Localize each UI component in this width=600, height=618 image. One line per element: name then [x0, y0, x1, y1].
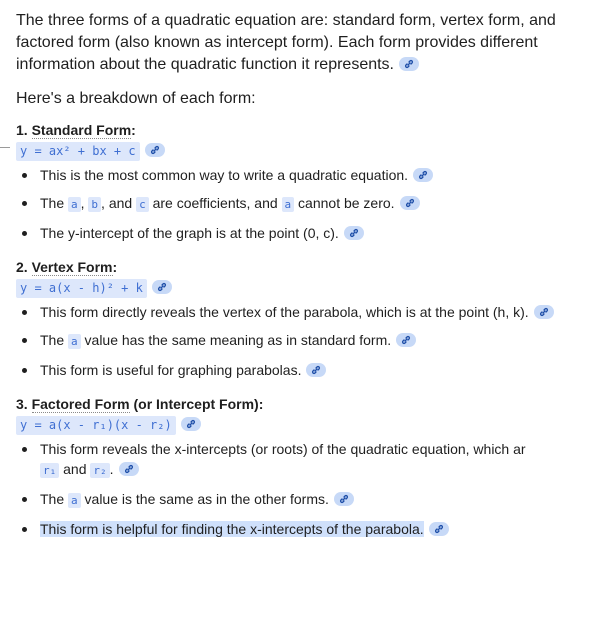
link-icon	[404, 59, 414, 69]
formula-row	[16, 279, 592, 298]
source-link-chip[interactable]	[306, 363, 326, 377]
list-item: The y-intercept of the graph is at the point (0, c).	[16, 223, 592, 243]
link-icon	[186, 419, 196, 429]
list-item: This form reveals the x-intercepts (or roots) of the quadratic equation, which ar r₁ and r₂ .	[16, 439, 592, 481]
formula-row	[16, 416, 592, 435]
section-title: 1. Standard Form:	[16, 122, 136, 138]
inline-code: a	[68, 493, 81, 508]
source-link-chip[interactable]	[429, 522, 449, 536]
list-item: This form directly reveals the vertex of the parabola, which is at the point (h, k).	[16, 302, 592, 322]
link-icon	[539, 307, 549, 317]
source-link-chip[interactable]	[334, 492, 354, 506]
formula-row	[16, 142, 592, 161]
section-vertex-form	[16, 257, 592, 380]
inline-code: a	[68, 334, 81, 349]
section-factored-form	[16, 394, 592, 539]
link-icon	[418, 170, 428, 180]
bullet-list	[16, 439, 592, 539]
gutter-marker	[0, 147, 10, 148]
inline-code: c	[136, 197, 149, 212]
list-item: The a value is the same as in the other forms.	[16, 489, 592, 511]
source-link-chip[interactable]	[400, 196, 420, 210]
source-link-chip[interactable]	[534, 305, 554, 319]
source-link-chip[interactable]	[413, 168, 433, 182]
source-link-chip[interactable]	[152, 280, 172, 294]
list-item	[16, 519, 592, 539]
formula-code: y = ax² + bx + c	[16, 142, 140, 161]
highlighted-text[interactable]: This form is helpful for finding the x-intercepts of the parabola.	[40, 521, 424, 537]
link-icon	[150, 145, 160, 155]
link-icon	[311, 365, 321, 375]
link-icon	[401, 335, 411, 345]
link-icon	[157, 282, 167, 292]
source-link-chip[interactable]	[399, 57, 419, 71]
intro-paragraph: The three forms of a quadratic equation are: standard form, vertex form, and factored form (also known as intercept form). Each form provides different information about the quadratic function it represents.	[16, 12, 556, 73]
list-item: The a value has the same meaning as in standard form.	[16, 330, 592, 352]
section-title-term: Standard Form	[31, 122, 132, 138]
bullet-list	[16, 165, 592, 243]
inline-code: r₂	[90, 463, 109, 478]
link-icon	[124, 464, 134, 474]
source-link-chip[interactable]	[181, 417, 201, 431]
link-icon	[349, 228, 359, 238]
link-icon	[339, 494, 349, 504]
formula-code: y = a(x - r₁)(x - r₂)	[16, 416, 176, 435]
list-item: This form is useful for graphing parabolas.	[16, 360, 592, 380]
source-link-chip[interactable]	[119, 462, 139, 476]
list-item: This is the most common way to write a quadratic equation.	[16, 165, 592, 185]
link-icon	[405, 198, 415, 208]
source-link-chip[interactable]	[396, 333, 416, 347]
bullet-list	[16, 302, 592, 380]
source-link-chip[interactable]	[344, 226, 364, 240]
section-title-term: Factored Form	[31, 396, 130, 412]
inline-code: a	[68, 197, 81, 212]
inline-code: a	[282, 197, 295, 212]
list-item: The a , b , and c are coefficients, and a cannot be zero.	[16, 193, 592, 215]
link-icon	[434, 524, 444, 534]
source-link-chip[interactable]	[145, 143, 165, 157]
inline-code: r₁	[40, 463, 59, 478]
formula-code: y = a(x - h)² + k	[16, 279, 147, 298]
inline-code: b	[88, 197, 101, 212]
section-title: 2. Vertex Form:	[16, 259, 118, 275]
breakdown-heading: Here's a breakdown of each form:	[16, 90, 256, 107]
section-title: 3. Factored Form (or Intercept Form):	[16, 396, 264, 412]
section-title-term: Vertex Form	[31, 259, 113, 275]
section-standard-form	[16, 120, 592, 243]
response-content	[16, 10, 592, 547]
